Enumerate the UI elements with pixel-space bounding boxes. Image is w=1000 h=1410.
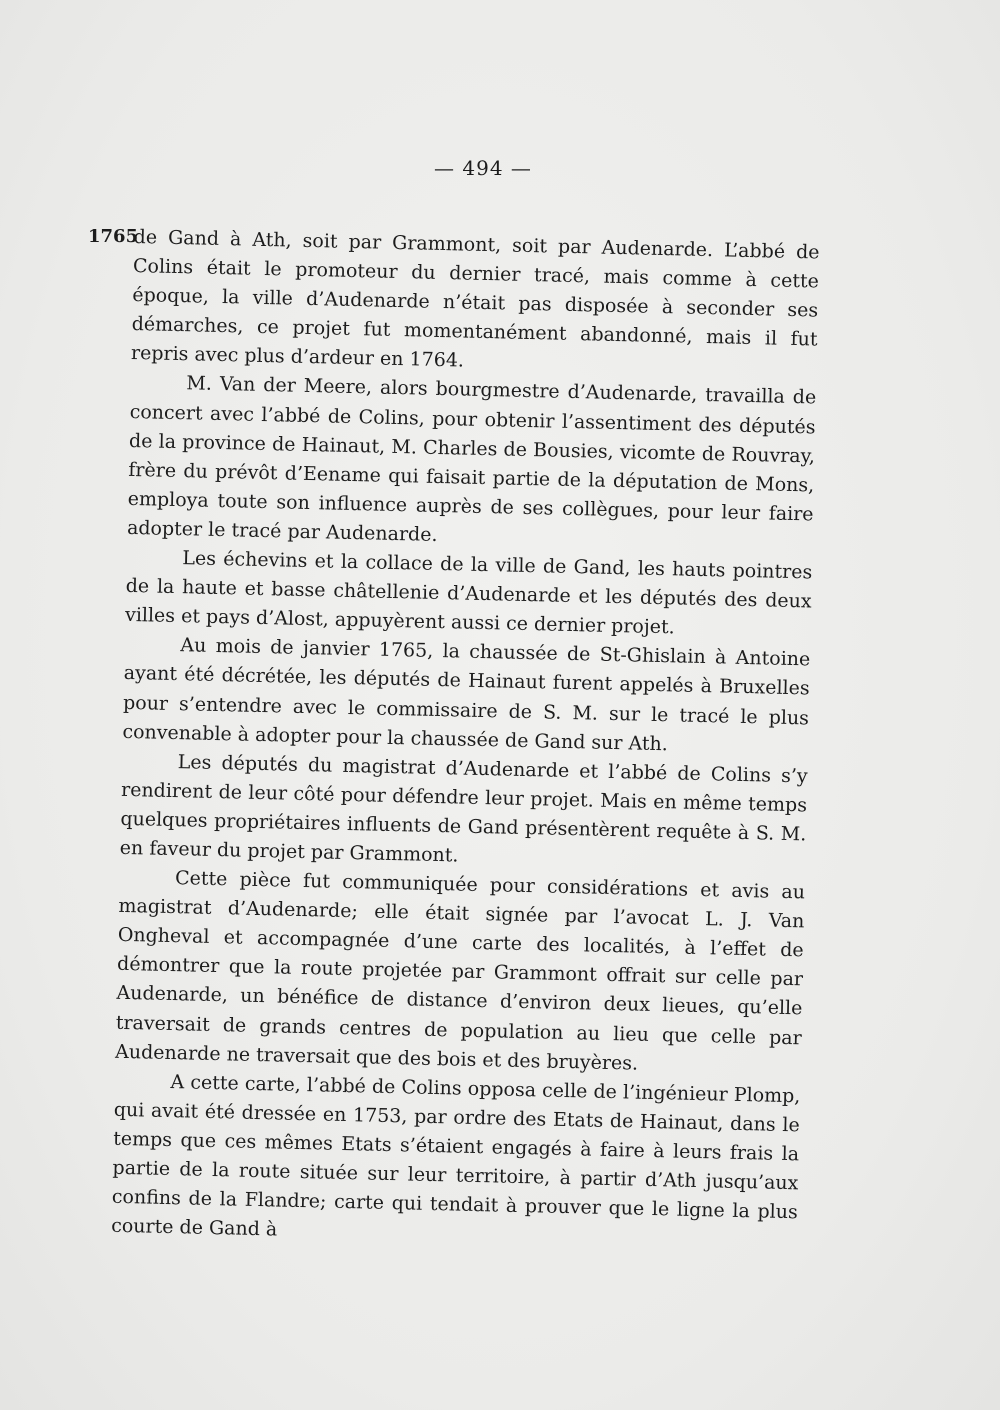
paragraph-7: A cette carte, l’abbé de Colins opposa celle de l’ingénieur Plomp, qui avait été dressée en 1753, par ordre des Etats de Hainaut, dans le temps que ces mêmes Etats s’étaient engagés à faire à leurs frais la partie de la route située sur leur territoire, à partir d’Ath jusqu’aux confins de la Flandre; carte qui tendait à prouver que le ligne la plus courte de Gand à <box>110 1070 801 1241</box>
paragraph-4: Au mois de janvier 1765, la chaussée de St-Ghislain à Antoine ayant été décrétée, les députés de Hainaut furent appelés à Bruxelles pour s’entendre avec le commissaire de S. M. sur le tracé le plus convenable à adopter pour la chaussée de Gand sur Ath. <box>122 634 811 755</box>
paragraph-3: Les échevins et la collace de la ville de Gand, les hauts pointres de la haute et basse châtellenie d’Audenarde et les députés des deux villes et pays d’Alost, appuyèrent aussi ce dernier projet. <box>124 547 813 639</box>
paragraph-1: de Gand à Ath, soit par Grammont, soit par Audenarde. L’abbé de Colins était le promoteur du dernier tracé, mais comme à cette époque, la ville d’Audenarde n’était pas disposée à seconder ses démarches, ce projet fut momentanément abandonné, mais il fut repris avec plus d’ardeur en 1764. <box>130 225 820 372</box>
paragraph-6: Cette pièce fut communiquée pour considérations et avis au magistrat d’Audenarde; elle était signée par l’avocat L. J. Van Ongheval et accompagnée d’une carte des localités, à l’effet de démontrer que la route projetée par Grammont offrait sur celle par Audenarde, un bénéfice de distance d’environ deux lieues, qu’elle traversait de grands centres de population au lieu que celle par Audenarde ne traversait que des bois et des bruyères. <box>114 867 806 1075</box>
paragraph-5: Les députés du magistrat d’Audenarde et l’abbé de Colins s’y rendirent de leur côté pour défendre leur projet. Mais en même temps quelques propriétaires influents de Gand présentèrent requête à S. M. en faveur du projet par Grammont. <box>119 750 808 867</box>
paragraph-2: M. Van der Meere, alors bourgmestre d’Audenarde, travailla de concert avec l’abbé de Colins, pour obtenir l’assentiment des députés de la province de Hainaut, M. Charles de Bousies, vicomte de Rouvray, frère du prévôt d’Eename qui faisait partie de la députation de Mons, employa toute son influence auprès de ses collègues, pour leur faire adopter le tracé par Audenarde. <box>126 372 817 546</box>
page-number: — 494 — <box>434 156 532 180</box>
margin-year-note: 1765 <box>88 226 139 247</box>
body-text <box>111 223 820 1257</box>
